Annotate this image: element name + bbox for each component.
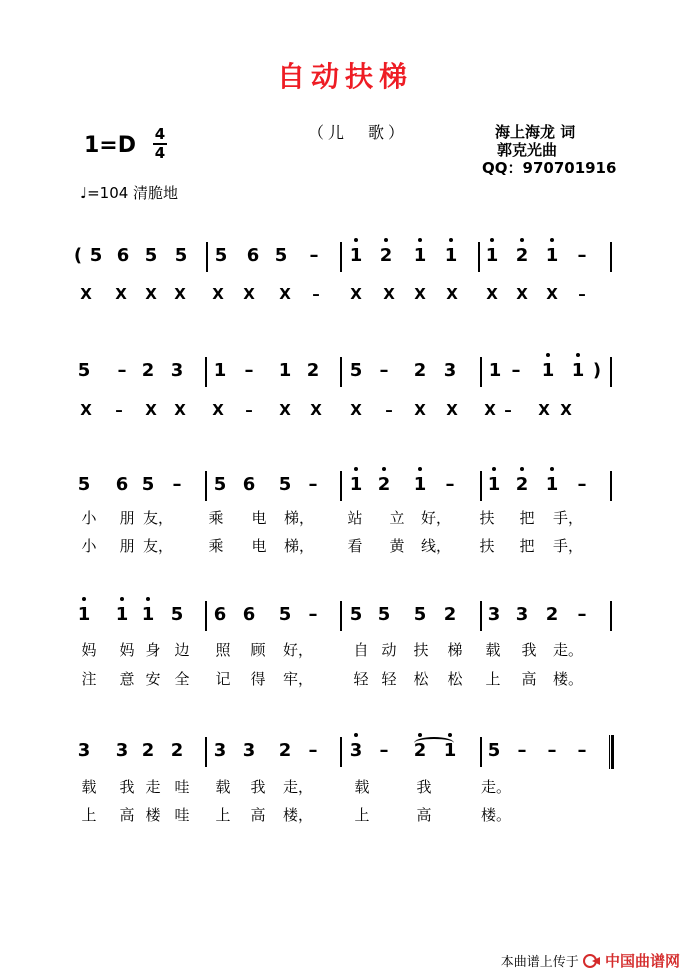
dash-extension: –	[117, 360, 127, 381]
genre-label: （儿 歌）	[308, 123, 409, 142]
barline	[480, 471, 482, 501]
note: 2	[141, 740, 155, 761]
rhythm-mark: X	[414, 401, 426, 419]
note: 2	[170, 740, 184, 761]
lyric-verse-2: 松	[413, 670, 429, 688]
lyric-verse-1: 走	[145, 778, 161, 796]
note: 5	[487, 740, 501, 761]
barline	[610, 357, 612, 387]
lyric-verse-1: 小	[81, 509, 97, 527]
note: 5	[278, 474, 292, 495]
dash-extension: –	[379, 360, 389, 381]
barline	[340, 357, 342, 387]
rhythm-mark: X	[560, 401, 572, 419]
note: 3	[242, 740, 256, 761]
high-octave-dot	[449, 238, 453, 242]
note: 1	[543, 245, 561, 267]
lyric-verse-1: 走。	[481, 778, 512, 796]
lyric-verse-1: 好，	[283, 641, 314, 659]
note: 5	[174, 245, 188, 266]
barline	[610, 471, 612, 501]
high-octave-dot	[384, 238, 388, 242]
dash-extension: –	[511, 360, 521, 381]
note: 6	[242, 604, 256, 625]
repeat-parenthesis: (	[73, 245, 83, 266]
high-octave-dot	[418, 467, 422, 471]
lyric-verse-2: 看	[347, 537, 363, 555]
lyric-verse-2: 乘	[208, 537, 224, 555]
lyric-verse-2: 高	[250, 806, 266, 824]
lyric-verse-1: 边	[174, 641, 190, 659]
note: 6	[242, 474, 256, 495]
note: 1	[441, 740, 459, 762]
lyric-verse-1: 扶	[479, 509, 495, 527]
lyric-verse-2: 轻	[381, 670, 397, 688]
lyric-verse-2: 得	[250, 670, 266, 688]
lyric-verse-2: 高	[416, 806, 432, 824]
lyric-verse-2: 高	[119, 806, 135, 824]
site-name: 中国曲谱网	[604, 952, 680, 970]
note: 5	[77, 474, 91, 495]
rhythm-mark: –	[385, 401, 393, 419]
dash-extension: –	[308, 474, 318, 495]
lyric-verse-1: 梯	[447, 641, 463, 659]
rhythm-mark: X	[212, 401, 224, 419]
time-signature-top: 4	[154, 125, 166, 143]
lyric-verse-1: 我	[521, 641, 537, 659]
note: 3	[487, 604, 501, 625]
high-octave-dot	[146, 597, 150, 601]
high-octave-dot	[490, 238, 494, 242]
rhythm-mark: X	[546, 285, 558, 303]
lyric-verse-2: 上	[354, 806, 370, 824]
rhythm-mark: X	[516, 285, 528, 303]
lyric-verse-1: 电	[251, 509, 267, 527]
note: 5	[413, 604, 427, 625]
lyric-verse-2: 楼。	[481, 806, 512, 824]
note: 3	[213, 740, 227, 761]
lyric-verse-1: 我	[250, 778, 266, 796]
barline	[480, 601, 482, 631]
lyric-verse-2: 楼。	[553, 670, 584, 688]
lyric-verse-1: 手，	[553, 509, 584, 527]
lyric-verse-2: 全	[174, 670, 190, 688]
dash-extension: –	[379, 740, 389, 761]
rhythm-mark: –	[312, 285, 320, 303]
lyric-verse-1: 站	[347, 509, 363, 527]
note: 1	[569, 360, 587, 382]
dash-extension: –	[517, 740, 527, 761]
note: 1	[213, 360, 227, 381]
lyric-verse-2: 意	[119, 670, 135, 688]
note: 5	[170, 604, 184, 625]
high-octave-dot	[354, 467, 358, 471]
lyric-verse-1: 把	[519, 509, 535, 527]
barline	[340, 242, 342, 272]
note: 5	[141, 474, 155, 495]
note: 1	[411, 474, 429, 496]
lyric-verse-1: 我	[119, 778, 135, 796]
high-octave-dot	[576, 353, 580, 357]
high-octave-dot	[354, 238, 358, 242]
note: 2	[545, 604, 559, 625]
high-octave-dot	[520, 467, 524, 471]
note: 3	[115, 740, 129, 761]
rhythm-mark: –	[245, 401, 253, 419]
high-octave-dot	[448, 733, 452, 737]
note: 2	[513, 245, 531, 267]
note: 2	[377, 245, 395, 267]
note: 1	[347, 474, 365, 496]
rhythm-mark: X	[383, 285, 395, 303]
barline	[480, 357, 482, 387]
note: 2	[411, 740, 429, 762]
note: 1	[442, 245, 460, 267]
note: 5	[144, 245, 158, 266]
high-octave-dot	[418, 733, 422, 737]
time-signature-bottom: 4	[154, 144, 166, 162]
lyric-verse-1: 乘	[208, 509, 224, 527]
tempo-marking	[80, 182, 178, 203]
lyric-verse-2: 哇	[174, 806, 190, 824]
rhythm-mark: X	[115, 285, 127, 303]
note: 5	[274, 245, 288, 266]
rhythm-mark: X	[145, 401, 157, 419]
note: 5	[213, 474, 227, 495]
note: 1	[483, 245, 501, 267]
lyric-verse-2: 黄	[389, 537, 405, 555]
note: 2	[306, 360, 320, 381]
rhythm-mark: X	[446, 401, 458, 419]
lyric-verse-2: 上	[485, 670, 501, 688]
note: 1	[347, 245, 365, 267]
rhythm-mark: X	[145, 285, 157, 303]
upload-text: 本曲谱上传于	[500, 955, 579, 970]
lyric-verse-2: 把	[519, 537, 535, 555]
note: 1	[539, 360, 557, 382]
composer-credit: 郭克光曲	[497, 141, 558, 159]
lyric-verse-2: 记	[215, 670, 231, 688]
note: 1	[543, 474, 561, 496]
lyric-verse-1: 扶	[413, 641, 429, 659]
barline	[340, 601, 342, 631]
dash-extension: –	[172, 474, 182, 495]
lyric-verse-1: 哇	[174, 778, 190, 796]
note: 3	[443, 360, 457, 381]
rhythm-mark: X	[80, 401, 92, 419]
note: 5	[89, 245, 103, 266]
note: 1	[278, 360, 292, 381]
lyric-verse-1: 朋	[119, 509, 135, 527]
note: 6	[246, 245, 260, 266]
lyric-verse-1: 我	[416, 778, 432, 796]
lyric-verse-1: 照	[215, 641, 231, 659]
footer	[501, 950, 680, 971]
high-octave-dot	[418, 238, 422, 242]
rhythm-mark: X	[174, 285, 186, 303]
dash-extension: –	[445, 474, 455, 495]
lyric-verse-1: 好，	[421, 509, 452, 527]
barline	[340, 737, 342, 767]
lyric-verse-1: 载	[354, 778, 370, 796]
tempo-text: =104 清脆地	[87, 184, 179, 202]
lyric-verse-1: 友，	[143, 509, 174, 527]
rhythm-mark: –	[115, 401, 123, 419]
note: 5	[377, 604, 391, 625]
dash-extension: –	[577, 245, 587, 266]
high-octave-dot	[382, 467, 386, 471]
lyric-verse-2: 安	[145, 670, 161, 688]
lyric-verse-2: 楼，	[283, 806, 314, 824]
lyric-verse-2: 楼	[145, 806, 161, 824]
note: 5	[349, 360, 363, 381]
lyric-verse-1: 走，	[283, 778, 314, 796]
high-octave-dot	[354, 733, 358, 737]
rhythm-mark: X	[212, 285, 224, 303]
site-logo-icon	[583, 954, 601, 968]
rhythm-mark: –	[504, 401, 512, 419]
note: 2	[443, 604, 457, 625]
note: 1	[75, 604, 93, 626]
rhythm-mark: X	[80, 285, 92, 303]
note: 3	[77, 740, 91, 761]
high-octave-dot	[520, 238, 524, 242]
dash-extension: –	[547, 740, 557, 761]
rhythm-mark: X	[486, 285, 498, 303]
barline	[205, 601, 207, 631]
high-octave-dot	[550, 467, 554, 471]
lyric-verse-1: 动	[381, 641, 397, 659]
time-signature	[153, 126, 167, 162]
note: 1	[488, 360, 502, 381]
barline	[206, 242, 208, 272]
repeat-parenthesis: )	[592, 360, 602, 381]
note: 2	[141, 360, 155, 381]
note: 6	[116, 245, 130, 266]
lyric-verse-1: 身	[145, 641, 161, 659]
note: 5	[77, 360, 91, 381]
note: 1	[411, 245, 429, 267]
note: 5	[278, 604, 292, 625]
lyric-verse-2: 手，	[553, 537, 584, 555]
key-signature: 1=D	[84, 133, 137, 158]
barline	[205, 737, 207, 767]
barline	[205, 471, 207, 501]
high-octave-dot	[120, 597, 124, 601]
rhythm-mark: X	[279, 401, 291, 419]
rhythm-mark: X	[484, 401, 496, 419]
note: 2	[513, 474, 531, 496]
lyric-verse-1: 走。	[553, 641, 584, 659]
lyric-verse-1: 顾	[250, 641, 266, 659]
dash-extension: –	[244, 360, 254, 381]
lyric-verse-2: 上	[215, 806, 231, 824]
lyricist-credit: 海上海龙 词	[495, 123, 576, 141]
lyric-verse-2: 轻	[353, 670, 369, 688]
dash-extension: –	[577, 740, 587, 761]
lyric-verse-1: 立	[389, 509, 405, 527]
lyric-verse-2: 扶	[479, 537, 495, 555]
dash-extension: –	[577, 604, 587, 625]
note: 5	[214, 245, 228, 266]
rhythm-mark: X	[174, 401, 186, 419]
qq-contact: QQ：970701916	[482, 159, 617, 177]
lyric-verse-1: 妈	[119, 641, 135, 659]
final-barline	[609, 735, 614, 769]
lyric-verse-2: 上	[81, 806, 97, 824]
note: 6	[115, 474, 129, 495]
barline	[610, 242, 612, 272]
note: 2	[375, 474, 393, 496]
lyric-verse-2: 电	[251, 537, 267, 555]
note: 5	[349, 604, 363, 625]
barline	[205, 357, 207, 387]
note: 1	[485, 474, 503, 496]
note: 2	[278, 740, 292, 761]
high-octave-dot	[546, 353, 550, 357]
lyric-verse-2: 高	[521, 670, 537, 688]
dash-extension: –	[309, 245, 319, 266]
rhythm-mark: X	[279, 285, 291, 303]
note: 3	[170, 360, 184, 381]
rhythm-mark: X	[414, 285, 426, 303]
lyric-verse-2: 线，	[421, 537, 452, 555]
lyric-verse-2: 牢，	[283, 670, 314, 688]
note: 3	[515, 604, 529, 625]
note: 1	[113, 604, 131, 626]
high-octave-dot	[492, 467, 496, 471]
rhythm-mark: X	[243, 285, 255, 303]
tie-slur	[414, 737, 454, 749]
lyric-verse-1: 妈	[81, 641, 97, 659]
barline	[478, 242, 480, 272]
note: 2	[413, 360, 427, 381]
lyric-verse-2: 梯，	[284, 537, 315, 555]
lyric-verse-1: 梯，	[284, 509, 315, 527]
lyric-verse-2: 松	[447, 670, 463, 688]
lyric-verse-1: 载	[215, 778, 231, 796]
note: 6	[213, 604, 227, 625]
quarter-note-icon: ♩	[80, 184, 88, 202]
dash-extension: –	[577, 474, 587, 495]
rhythm-mark: –	[578, 285, 586, 303]
dash-extension: –	[308, 604, 318, 625]
barline	[340, 471, 342, 501]
rhythm-mark: X	[538, 401, 550, 419]
dash-extension: –	[308, 740, 318, 761]
high-octave-dot	[82, 597, 86, 601]
lyric-verse-1: 载	[81, 778, 97, 796]
rhythm-mark: X	[350, 401, 362, 419]
lyric-verse-1: 自	[353, 641, 369, 659]
lyric-verse-2: 朋	[119, 537, 135, 555]
rhythm-mark: X	[446, 285, 458, 303]
score-title: 自动扶梯	[276, 60, 413, 93]
high-octave-dot	[550, 238, 554, 242]
rhythm-mark: X	[310, 401, 322, 419]
lyric-verse-2: 注	[81, 670, 97, 688]
lyric-verse-2: 小	[81, 537, 97, 555]
barline	[610, 601, 612, 631]
note: 3	[347, 740, 365, 762]
rhythm-mark: X	[350, 285, 362, 303]
lyric-verse-1: 载	[485, 641, 501, 659]
note: 1	[139, 604, 157, 626]
lyric-verse-2: 友，	[143, 537, 174, 555]
barline	[480, 737, 482, 767]
